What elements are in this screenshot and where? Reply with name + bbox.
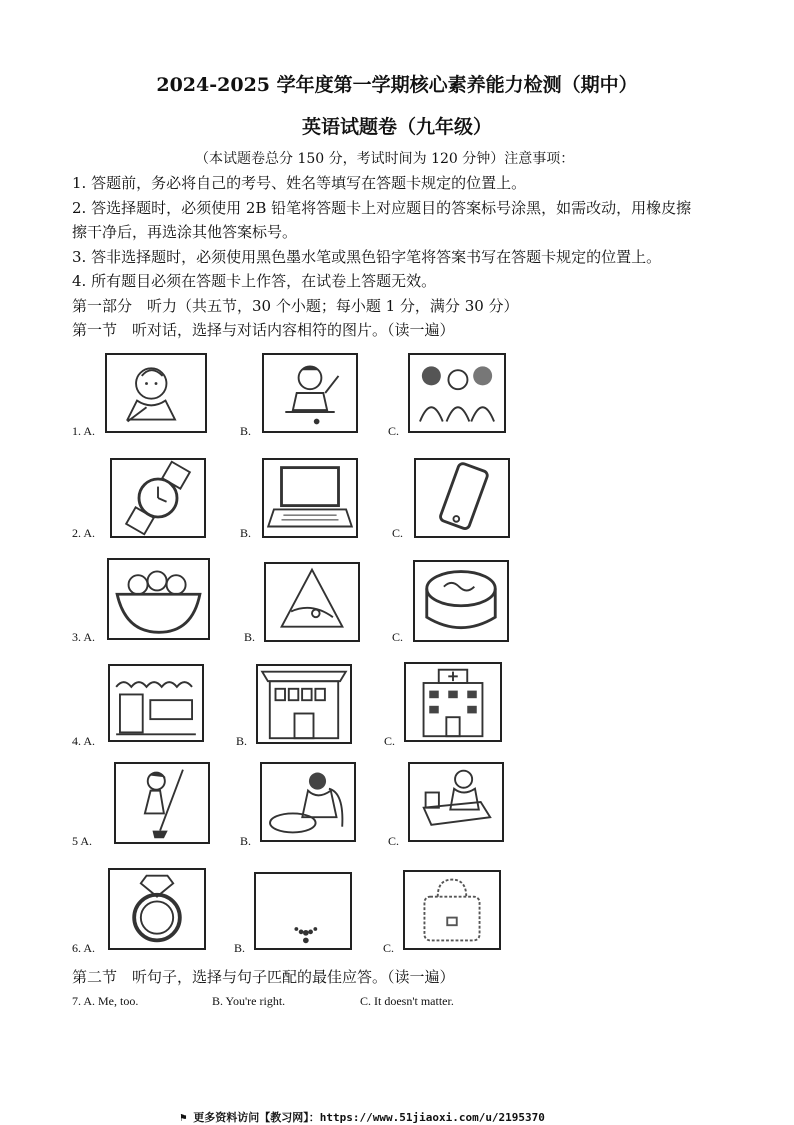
hospital-icon: [406, 664, 500, 740]
note-3: 3. 答非选择题时，必须使用黑色墨水笔或黑色铅字笔将答案书写在答题卡规定的位置上。: [72, 248, 662, 266]
q1-c-label: C.: [388, 424, 400, 438]
q1-b-label: B.: [240, 424, 252, 438]
q4-b-building-image[interactable]: [256, 664, 352, 744]
shop-icon: [110, 666, 202, 740]
washing-clothes-icon: [262, 764, 354, 840]
girl-at-desk-icon: [410, 764, 502, 840]
q4-label: 4. A.: [72, 734, 96, 748]
q4-b-label: B.: [236, 734, 248, 748]
q2-c-phone-image[interactable]: [414, 458, 510, 538]
q2-b-laptop-image[interactable]: [262, 458, 358, 538]
exam-title: 2024-2025 学年度第一学期核心素养能力检测（期中）: [156, 74, 638, 96]
q6-c-label: C.: [383, 941, 395, 955]
q5-label: 5 A.: [72, 834, 93, 848]
footer-link[interactable]: [180, 1109, 545, 1125]
laptop-icon: [264, 460, 356, 536]
boy-writing-icon: [107, 355, 205, 431]
q6-a-ring-image[interactable]: [108, 868, 206, 950]
part1-heading: 第一部分 听力（共五节，30 个小题；每小题 1 分，满分 30 分）: [72, 297, 519, 315]
bowl-of-dumplings-icon: [109, 560, 208, 638]
q3-c-label: C.: [392, 630, 404, 644]
zongzi-icon: [266, 564, 358, 640]
note-4: 4. 所有题目必须在答题卡上作答，在试卷上答题无效。: [72, 272, 437, 290]
q2-a-watch-image[interactable]: [110, 458, 206, 538]
necklace-icon: [256, 874, 350, 948]
phone-icon: [416, 460, 508, 536]
q7-option-a[interactable]: 7. A. Me, too.: [72, 994, 139, 1008]
note-2a: 2. 答选择题时，必须使用 2B 铅笔将答题卡上对应题目的答案标号涂黑，如需改动，用橡皮擦: [72, 199, 692, 217]
section1-heading: 第一节 听对话，选择与对话内容相符的图片。（读一遍）: [72, 321, 455, 339]
q2-b-label: B.: [240, 526, 252, 540]
handbag-icon: [405, 872, 499, 948]
section2-heading: 第二节 听句子，选择与句子匹配的最佳应答。（读一遍）: [72, 968, 455, 986]
q6-b-necklace-image[interactable]: [254, 872, 352, 950]
q3-c-mooncake-image[interactable]: [413, 560, 509, 642]
q3-a-bowl-image[interactable]: [107, 558, 210, 640]
q1-c-children-playing-image[interactable]: [408, 353, 506, 433]
mooncake-icon: [415, 562, 507, 640]
q4-c-hospital-image[interactable]: [404, 662, 502, 742]
children-group-icon: [410, 355, 504, 431]
note-2b: 擦干净后，再选涂其他答案标号。: [72, 223, 298, 241]
q1-b-boy-reading-image[interactable]: [262, 353, 358, 433]
ring-icon: [110, 870, 204, 948]
q4-c-label: C.: [384, 734, 396, 748]
q3-b-zongzi-image[interactable]: [264, 562, 360, 642]
q5-a-sweeping-image[interactable]: [114, 762, 210, 844]
footer-text: 更多资料访问【教习网】：https://www.51jiaoxi.com/u/2195370: [193, 1111, 545, 1124]
q7-option-c[interactable]: C. It doesn't matter.: [360, 994, 454, 1008]
q5-b-washing-image[interactable]: [260, 762, 356, 842]
q6-b-label: B.: [234, 941, 246, 955]
q5-c-label: C.: [388, 834, 400, 848]
watch-icon: [112, 460, 204, 536]
q5-b-label: B.: [240, 834, 252, 848]
q3-label: 3. A.: [72, 630, 96, 644]
flag-icon: ⚑: [180, 1111, 194, 1124]
q1-a-boy-writing-image[interactable]: [105, 353, 207, 433]
q5-c-studying-image[interactable]: [408, 762, 504, 842]
q7-option-b[interactable]: B. You're right.: [212, 994, 286, 1008]
boy-reading-icon: [264, 355, 356, 431]
q6-label: 6. A.: [72, 941, 96, 955]
q6-c-bag-image[interactable]: [403, 870, 501, 950]
q1-label: 1. A.: [72, 424, 96, 438]
girl-sweeping-icon: [116, 764, 208, 842]
q2-c-label: C.: [392, 526, 404, 540]
q2-label: 2. A.: [72, 526, 96, 540]
q3-b-label: B.: [244, 630, 256, 644]
building-icon: [258, 666, 350, 742]
q4-a-shop-image[interactable]: [108, 664, 204, 742]
exam-intro: （本试题卷总分 150 分，考试时间为 120 分钟）注意事项：: [195, 151, 575, 167]
exam-subtitle: 英语试题卷（九年级）: [301, 116, 492, 138]
note-1: 1. 答题前，务必将自己的考号、姓名等填写在答题卡规定的位置上。: [72, 174, 527, 192]
